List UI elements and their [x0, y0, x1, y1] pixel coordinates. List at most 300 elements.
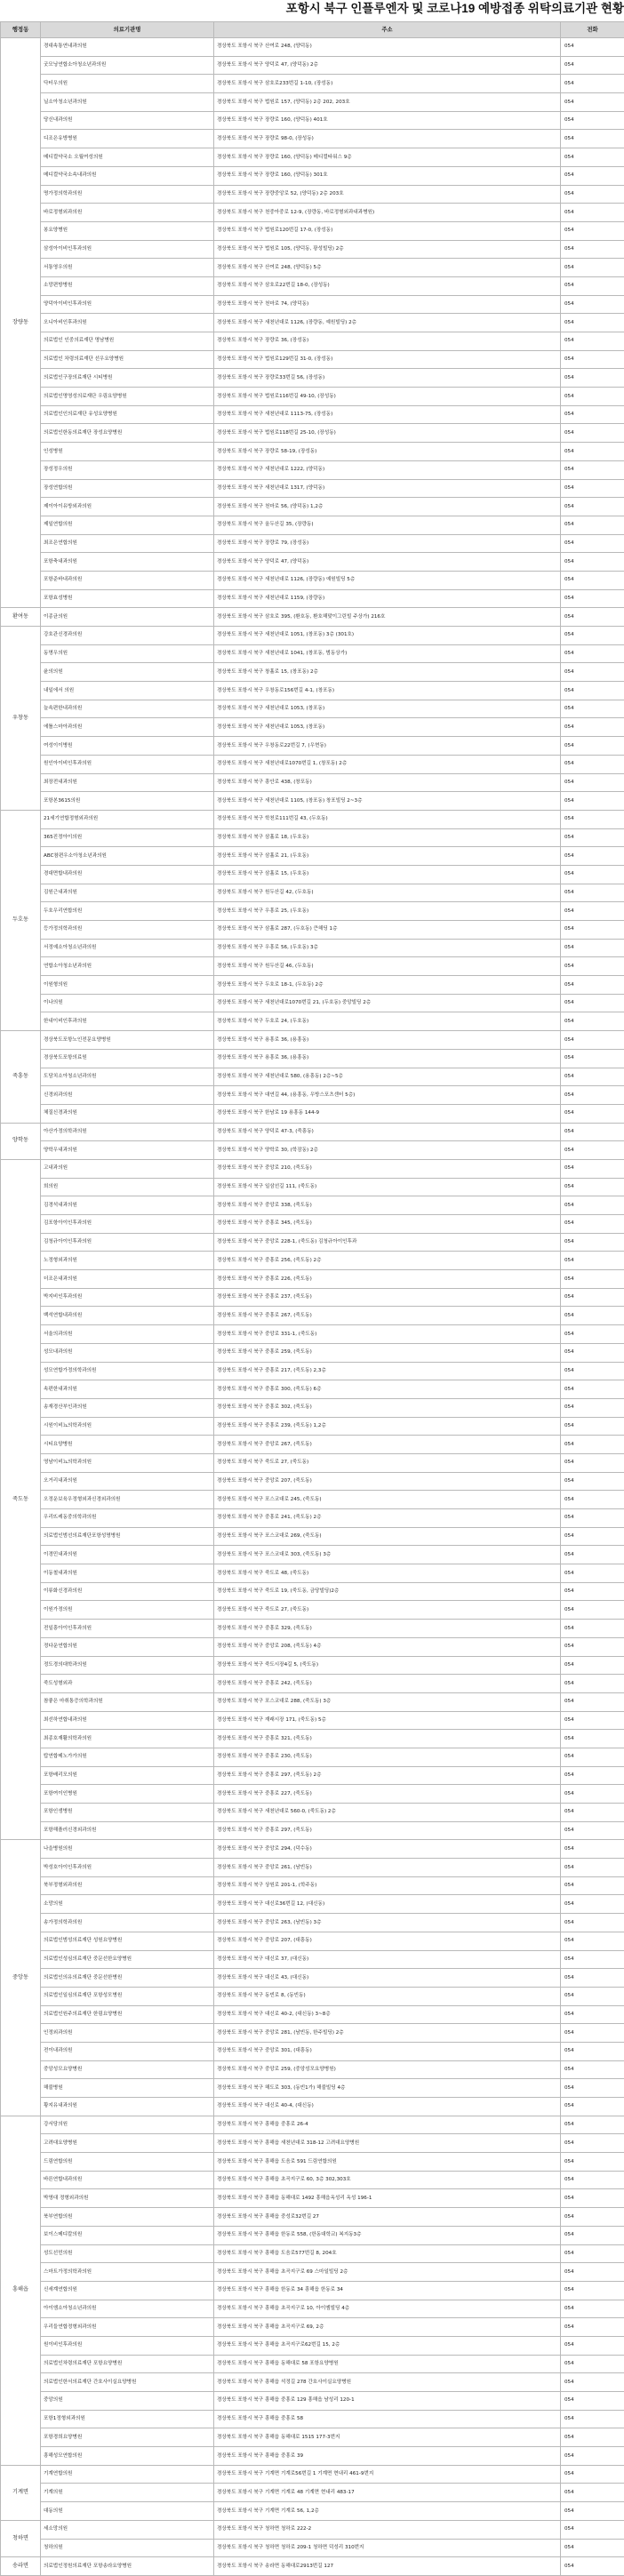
phone-cell: 054 [561, 608, 624, 627]
table-row [1, 663, 624, 682]
table-row [1, 2484, 624, 2502]
address-cell: 경상북도 포항시 북구 흥해읍 초곡지구로 10, 아이엠빌딩 4층 [214, 2300, 561, 2318]
table-row [1, 1141, 624, 1160]
address-cell: 경상북도 포항시 북구 포스코대로 269, (죽도동) [214, 1527, 561, 1546]
table-row [1, 1509, 624, 1528]
table-row [1, 1730, 624, 1748]
clinic-name-cell: 도담치소아청소년과의원 [41, 1068, 214, 1086]
clinic-name-cell: 속편한내과의원 [41, 1380, 214, 1399]
address-cell: 경상북도 포항시 북구 대신로 40-2, (대신동) 3~8층 [214, 2005, 561, 2024]
address-cell: 경상북도 포항시 북구 삼흘로 18, (두호동) [214, 828, 561, 847]
phone-cell: 054 [561, 240, 624, 259]
phone-cell: 054 [561, 2373, 624, 2392]
address-cell: 경상북도 포항시 북구 청하면 청하로 209-1 청하면 덕성리 310번지 [214, 2539, 561, 2557]
table-row [1, 2465, 624, 2484]
phone-cell: 054 [561, 388, 624, 406]
address-cell: 경상북도 포항시 북구 삼호로 395, (환호동, 환호해맞이그린빌 주상가) 216호 [214, 608, 561, 627]
phone-cell: 054 [561, 1215, 624, 1234]
table-row [1, 902, 624, 921]
phone-cell: 054 [561, 2226, 624, 2244]
table-row [1, 479, 624, 498]
clinic-name-cell: 경상북도포항노인전문요양병원 [41, 1031, 214, 1050]
address-cell: 경상북도 포항시 북구 송라면 동해대로2913번길 127 [214, 2557, 561, 2576]
address-cell: 경상북도 포항시 북구 새천년대로 1053, (창포동) [214, 700, 561, 718]
address-cell: 경상북도 포항시 북구 새천년대로 1051, (창포동) 3층 (301호) [214, 627, 561, 645]
address-cell: 경상북도 포항시 북구 죽도로 27, (죽도동) [214, 1601, 561, 1620]
dong-cell: 죽흥동 [1, 1031, 41, 1123]
address-cell: 경상북도 포항시 북구 창흘로 15, (창포동) 2층 [214, 663, 561, 682]
phone-cell: 054 [561, 1876, 624, 1895]
address-cell: 경상북도 포항시 북구 대신로 40-4, (대신동) [214, 2098, 561, 2116]
address-cell: 경상북도 포항시 북구 기계면 기계로 48 기계면 현내리 483-17 [214, 2484, 561, 2502]
table-row [1, 2557, 624, 2576]
phone-cell: 054 [561, 1620, 624, 1638]
clinic-name-cell: 이류화신경과의원 [41, 1582, 214, 1601]
phone-cell: 054 [561, 2153, 624, 2172]
phone-cell: 054 [561, 1969, 624, 1988]
clinic-name-cell: 인정외과의원 [41, 2024, 214, 2043]
phone-cell: 054 [561, 1785, 624, 1804]
table-row [1, 994, 624, 1012]
dong-cell: 흥해읍 [1, 2116, 41, 2465]
address-cell: 경상북도 포항시 북구 중앙로 208, (죽도동) 4층 [214, 1637, 561, 1656]
clinic-name-cell: 우리들연합정형외과의원 [41, 2318, 214, 2337]
address-cell: 경상북도 포항시 북구 양덕로 47-3, (죽흥동) [214, 1123, 561, 1141]
table-row [1, 1932, 624, 1950]
clinic-name-cell: 신경외과의원 [41, 1086, 214, 1105]
table-row [1, 976, 624, 995]
address-cell: 경상북도 포항시 북구 중앙로 228-1, (죽도동) 김청규아이인후과 [214, 1233, 561, 1252]
table-row [1, 350, 624, 369]
phone-cell: 054 [561, 1104, 624, 1123]
phone-cell: 054 [561, 1491, 624, 1509]
address-cell: 경상북도 포항시 북구 흥해읍 한동로 34 흥해읍 한동로 34 [214, 2281, 561, 2300]
phone-cell: 054 [561, 828, 624, 847]
clinic-name-cell: 바른연합내과의원 [41, 2171, 214, 2189]
clinic-name-cell: 의료법인의유의료재단 중문선한병원 [41, 1969, 214, 1988]
clinic-name-cell: 포항해플러신경외과의원 [41, 1821, 214, 1840]
page-title: 포항시 북구 인플루엔자 및 코로나19 예방접종 위탁의료기관 현황 [0, 0, 624, 21]
phone-cell: 054 [561, 479, 624, 498]
phone-cell: 054 [561, 994, 624, 1012]
clinic-name-cell: 김경석내과의원 [41, 1196, 214, 1215]
phone-cell: 054 [561, 130, 624, 148]
table-row [1, 1068, 624, 1086]
address-cell: 경상북도 포항시 북구 흥해읍 도음로577번길 8, 204호 [214, 2244, 561, 2263]
clinic-name-cell: 경대면합내과의원 [41, 865, 214, 884]
address-cell: 경상북도 포항시 북구 대신로36번길 12, (대신동) [214, 1895, 561, 1914]
address-cell: 경상북도 포항시 북구 새천년대로 1105, (창포동) 창포빌딩 2~3층 [214, 792, 561, 811]
clinic-name-cell: 최종호재활의학과의원 [41, 1730, 214, 1748]
address-cell: 경상북도 포항시 북구 중흥로 267, (죽도동) [214, 1307, 561, 1325]
address-cell: 경상북도 포항시 북구 중흥로 217, (죽도동) 2,3층 [214, 1362, 561, 1380]
phone-cell: 054 [561, 1141, 624, 1160]
phone-cell: 054 [561, 332, 624, 351]
clinic-name-cell: 원이비인후과의원 [41, 2336, 214, 2355]
phone-cell: 054 [561, 1527, 624, 1546]
clinic-name-cell: 제이아이유방외과의원 [41, 498, 214, 516]
table-row [1, 1987, 624, 2005]
table-row [1, 755, 624, 773]
phone-cell: 054 [561, 1436, 624, 1454]
phone-cell: 054 [561, 295, 624, 314]
phone-cell: 054 [561, 2300, 624, 2318]
clinic-name-cell: 송가정의학과의원 [41, 1914, 214, 1932]
phone-cell: 054 [561, 1821, 624, 1840]
phone-cell: 054 [561, 939, 624, 957]
phone-cell: 054 [561, 2042, 624, 2060]
address-cell: 경상북도 포항시 북구 장량로 98-0, (장성동) [214, 130, 561, 148]
table-row [1, 1270, 624, 1289]
clinic-name-cell: 정다운연합의원 [41, 1637, 214, 1656]
address-cell: 경상북도 포항시 북구 장량로 160, (양덕동) 301호 [214, 166, 561, 185]
phone-cell: 054 [561, 976, 624, 995]
clinic-name-cell: 최장전내과의원 [41, 773, 214, 792]
clinic-name-cell: 의료법인일심의료재단 포항성모병원 [41, 1987, 214, 2005]
clinic-name-cell: 스마트가정의학과의원 [41, 2263, 214, 2282]
phone-cell: 054 [561, 589, 624, 608]
address-cell: 경상북도 포항시 북구 천중아중로 12-9, (장량동, 바로정형외과내과병원) [214, 204, 561, 222]
table-row [1, 259, 624, 277]
table-row [1, 2520, 624, 2539]
phone-cell: 054 [561, 2263, 624, 2282]
dong-cell: 청하면 [1, 2520, 41, 2556]
address-cell: 경상북도 포항시 북구 삼흘로 15, (두호동) [214, 865, 561, 884]
address-cell: 경상북도 포항시 북구 흥해읍 새천년대로 318-12 고려대요양병원 [214, 2134, 561, 2153]
clinic-name-cell: 전이내과의원 [41, 2042, 214, 2060]
clinic-name-cell: 경상북도포항의료원 [41, 1049, 214, 1068]
phone-cell: 054 [561, 2428, 624, 2447]
address-cell: 경상북도 포항시 북구 죽도로 48, (죽도동) [214, 1564, 561, 1583]
address-cell: 경상북도 포항시 북구 삼흘로 21, (두호동) [214, 847, 561, 866]
clinic-name-cell: 이경민내과의원 [41, 1546, 214, 1564]
address-cell: 경상북도 포항시 북구 일삼선길 111, (죽도동) [214, 1178, 561, 1196]
phone-cell: 054 [561, 259, 624, 277]
phone-cell: 054 [561, 1472, 624, 1491]
table-row [1, 1527, 624, 1546]
address-cell: 경상북도 포항시 북구 새천년대로1070번길 1, (창포동) 2층 [214, 755, 561, 773]
address-cell: 경상북도 포항시 북구 새천년대로 1159, (장량동) [214, 589, 561, 608]
table-row [1, 221, 624, 240]
clinic-name-cell: 서울의과의원 [41, 1325, 214, 1344]
address-cell: 경상북도 포항시 북구 용흥로 36, (용흥동) [214, 1049, 561, 1068]
clinic-name-cell: 더조은내과의원 [41, 1270, 214, 1289]
address-cell: 경상북도 포항시 북구 중흥로 230, (죽도동) [214, 1748, 561, 1766]
address-cell: 경상북도 포항시 북구 한남로 19 용흥동 144-9 [214, 1104, 561, 1123]
address-cell: 경상북도 포항시 북구 장량로 160, (양덕동) 메디컬타워스 9층 [214, 148, 561, 167]
address-cell: 경상북도 포항시 북구 중흥로 241, (죽도동) 2층 [214, 1509, 561, 1528]
clinic-name-cell: 백석연합내과의원 [41, 1307, 214, 1325]
table-row [1, 2410, 624, 2428]
phone-cell: 054 [561, 369, 624, 388]
phone-cell: 054 [561, 1398, 624, 1417]
clinic-name-cell: 체질신경과의원 [41, 1104, 214, 1123]
phone-cell: 054 [561, 2520, 624, 2539]
clinic-name-cell: 양덕아이비인후과의원 [41, 295, 214, 314]
clinic-name-cell: 박성호아이인후과의원 [41, 1859, 214, 1877]
table-row [1, 111, 624, 130]
table-row [1, 1123, 624, 1141]
clinic-name-cell: 영남이비뇨의학과의원 [41, 1453, 214, 1472]
phone-cell: 054 [561, 1656, 624, 1675]
phone-cell: 054 [561, 1343, 624, 1362]
clinic-name-cell: 닥터우의원 [41, 75, 214, 93]
table-row [1, 1159, 624, 1178]
clinic-name-cell: 의료법인인의료재단 유성요양병원 [41, 405, 214, 424]
address-cell: 경상북도 포항시 북구 양덕로 47, (양덕동) [214, 553, 561, 572]
table-row [1, 2024, 624, 2043]
address-cell: 경상북도 포항시 북구 흥안로 438, (창포동) [214, 773, 561, 792]
phone-cell: 054 [561, 1859, 624, 1877]
table-row [1, 2153, 624, 2172]
clinic-name-cell: 최선하연합내과의원 [41, 1711, 214, 1730]
phone-cell: 054 [561, 773, 624, 792]
table-row [1, 1656, 624, 1675]
table-row [1, 957, 624, 976]
phone-cell: 054 [561, 2171, 624, 2189]
clinic-name-cell: 의료법인성심의료재단 중문선한요양병원 [41, 1950, 214, 1969]
table-row [1, 921, 624, 940]
clinic-name-cell: 우리뜨레동중의학과의원 [41, 1509, 214, 1528]
address-cell: 경상북도 포항시 북구 새천년대로1070번길 21, (두호동) 중앙빌딩 2층 [214, 994, 561, 1012]
table-row [1, 1178, 624, 1196]
address-cell: 경상북도 포항시 북구 천마로 56, (양덕동) 1,2층 [214, 498, 561, 516]
table-row [1, 2263, 624, 2282]
address-cell: 경상북도 포항시 북구 중흥로 239, (죽도동) 1,2층 [214, 1417, 561, 1436]
phone-cell: 054 [561, 314, 624, 332]
address-cell: 경상북도 포항시 북구 흥해읍 중흥로 39 [214, 2447, 561, 2466]
phone-cell: 054 [561, 1730, 624, 1748]
clinic-name-cell: 의료법인한동의료재단 장성요양병원 [41, 424, 214, 443]
address-cell: 경상북도 포항시 북구 삼호로233번길 1-10, (장성동) [214, 75, 561, 93]
table-row [1, 332, 624, 351]
address-cell: 경상북도 포항시 북구 중앙로 210, (죽도동) [214, 1159, 561, 1178]
address-cell: 경상북도 포항시 북구 재래시장 171, (죽도동) 5층 [214, 1711, 561, 1730]
table-row [1, 608, 624, 627]
phone-cell: 054 [561, 534, 624, 553]
phone-cell: 054 [561, 276, 624, 295]
table-row [1, 1288, 624, 1307]
clinic-name-cell: 아이엠소아청소년과의원 [41, 2300, 214, 2318]
phone-cell: 054 [561, 1987, 624, 2005]
phone-cell: 054 [561, 627, 624, 645]
address-cell: 경상북도 포항시 북구 장량중앙로 52, (양덕동) 2층 203호 [214, 185, 561, 204]
phone-cell: 054 [561, 755, 624, 773]
phone-cell: 054 [561, 2079, 624, 2098]
address-cell: 경상북도 포항시 북구 새천년대로 1126, (장량동, 예원빌딩) 2층 [214, 314, 561, 332]
phone-cell: 054 [561, 1233, 624, 1252]
phone-cell: 054 [561, 498, 624, 516]
table-row [1, 1748, 624, 1766]
table-row [1, 1675, 624, 1693]
clinic-name-cell: 두호우리연합의원 [41, 902, 214, 921]
address-cell: 경상북도 포항시 북구 두호로 18-1, (두호동) 2층 [214, 976, 561, 995]
clinic-name-cell: 에톨스마아과의원 [41, 718, 214, 737]
address-cell: 경상북도 포항시 북구 우흥로 56, (두호동) 3층 [214, 939, 561, 957]
address-cell: 경상북도 포항시 북구 장량로 58-19, (장성동) [214, 443, 561, 461]
address-cell: 경상북도 포항시 북구 중앙로 207, (대흥동) [214, 1932, 561, 1950]
clinic-name-cell: 굿모닝연합소아청소년과의원 [41, 56, 214, 75]
dong-cell: 장량동 [1, 38, 41, 608]
phone-cell: 054 [561, 1932, 624, 1950]
phone-cell: 054 [561, 460, 624, 479]
table-row [1, 1969, 624, 1988]
table-row [1, 93, 624, 112]
table-row [1, 589, 624, 608]
clinic-name-cell: 동명우의원 [41, 644, 214, 663]
address-cell: 경상북도 포항시 북구 죽도로 19, (죽도동, 금당빌딩)2층 [214, 1582, 561, 1601]
address-cell: 경상북도 포항시 북구 중흥로 321, (죽도동) [214, 1730, 561, 1748]
address-cell: 경상북도 포항시 북구 중흥로 227, (죽도동) [214, 1785, 561, 1804]
table-row [1, 1491, 624, 1509]
table-row [1, 1914, 624, 1932]
phone-cell: 054 [561, 56, 624, 75]
table-row [1, 1233, 624, 1252]
clinic-name-cell: 아산가정의학과의원 [41, 1123, 214, 1141]
phone-cell: 054 [561, 1270, 624, 1289]
clinic-name-cell: 포항여이인병원 [41, 1785, 214, 1804]
phone-cell: 054 [561, 1711, 624, 1730]
clinic-name-cell: 전일흥아이인후과의원 [41, 1620, 214, 1638]
phone-cell: 054 [561, 2134, 624, 2153]
phone-cell: 054 [561, 921, 624, 940]
clinic-name-cell: 제일연합의원 [41, 516, 214, 534]
address-cell: 경상북도 포항시 북구 흥해읍 동해대로 1492 흥해읍옥성리 옥성 196-1 [214, 2189, 561, 2208]
table-row [1, 773, 624, 792]
phone-cell: 054 [561, 1914, 624, 1932]
phone-cell: 054 [561, 1325, 624, 1344]
phone-cell: 054 [561, 1564, 624, 1583]
phone-cell: 054 [561, 443, 624, 461]
clinic-name-cell: 중앙의원 [41, 2392, 214, 2411]
table-row [1, 884, 624, 902]
clinic-name-cell: 의료법인원주의료재단 한림요양병원 [41, 2005, 214, 2024]
phone-cell: 054 [561, 2557, 624, 2576]
table-row [1, 424, 624, 443]
table-row [1, 682, 624, 700]
table-row [1, 1012, 624, 1031]
phone-cell: 054 [561, 1895, 624, 1914]
table-row [1, 2116, 624, 2134]
phone-cell: 054 [561, 1692, 624, 1711]
clinic-name-cell: 의료법인명영성의료재단 우림요양병원 [41, 388, 214, 406]
clinic-name-cell: 365진정아이의원 [41, 828, 214, 847]
clinic-name-cell: 세소망의원 [41, 2520, 214, 2539]
phone-cell: 054 [561, 2005, 624, 2024]
clinic-name-cell: 포항배리모의원 [41, 1766, 214, 1785]
phone-cell: 054 [561, 847, 624, 866]
address-cell: 경상북도 포항시 북구 학천로111번길 43, (두호동) [214, 810, 561, 828]
table-row [1, 2079, 624, 2098]
address-cell: 경상북도 포항시 북구 장량로33번길 56, (장성동) [214, 369, 561, 388]
address-cell: 경상북도 포항시 북구 새천년대로 1222, (양덕동) [214, 460, 561, 479]
phone-cell: 054 [561, 111, 624, 130]
phone-cell: 054 [561, 1196, 624, 1215]
address-cell: 경상북도 포항시 북구 흥해읍 초곡지구로 69 스마일빌딩 2층 [214, 2263, 561, 2282]
address-cell: 경상북도 포항시 북구 두호로 24, (두호동) [214, 1012, 561, 1031]
address-cell: 경상북도 포항시 북구 포스코대로 288, (죽도동) 3층 [214, 1692, 561, 1711]
phone-cell: 054 [561, 663, 624, 682]
phone-cell: 054 [561, 1601, 624, 1620]
clinic-name-cell: 장성정우의원 [41, 460, 214, 479]
clinic-name-cell: 봉요양병원 [41, 221, 214, 240]
address-cell: 경상북도 포항시 북구 원두산길 46, (두호동) [214, 957, 561, 976]
dong-cell: 우창동 [1, 627, 41, 811]
address-cell: 경상북도 포항시 북구 흥해읍 한동로 558, (한동대학교) 복지동3층 [214, 2226, 561, 2244]
phone-cell: 054 [561, 644, 624, 663]
table-row [1, 2300, 624, 2318]
table-row [1, 2392, 624, 2411]
address-cell: 경상북도 포항시 북구 법원로116번길 49-10, (장성동) [214, 388, 561, 406]
phone-cell: 054 [561, 884, 624, 902]
clinic-name-cell: 내일에서 의원 [41, 682, 214, 700]
clinic-name-cell: ABC참편우소아청소년과의원 [41, 847, 214, 866]
clinic-name-cell: 연합소아청소년과의원 [41, 957, 214, 976]
clinic-name-cell: 의료법인범선의료재단포항성명병원 [41, 1527, 214, 1546]
address-cell: 경상북도 포항시 북구 새천년대로 1317, (양덕동) [214, 479, 561, 498]
clinic-name-cell: 포항경희요양병원 [41, 2428, 214, 2447]
clinic-name-cell: 성도선민의원 [41, 2244, 214, 2263]
phone-cell: 054 [561, 865, 624, 884]
address-cell: 경상북도 포항시 북구 중흥로 297, (죽도동) [214, 1821, 561, 1840]
table-row [1, 1380, 624, 1399]
phone-cell: 054 [561, 1509, 624, 1528]
address-cell: 경상북도 포항시 북구 장량로 79, (장성동) [214, 534, 561, 553]
clinic-name-cell: 등가정의학과의원 [41, 921, 214, 940]
address-cell: 경상북도 포항시 북구 새천년대로 1041, (창포동, 범동상가) [214, 644, 561, 663]
phone-cell: 054 [561, 204, 624, 222]
table-row [1, 737, 624, 756]
phone-cell: 054 [561, 2484, 624, 2502]
phone-cell: 054 [561, 2392, 624, 2411]
phone-cell: 054 [561, 2539, 624, 2557]
table-row [1, 1601, 624, 1620]
header-dong: 행정동 [1, 22, 41, 38]
table-row [1, 2428, 624, 2447]
address-cell: 경상북도 포항시 북구 흥해읍 초곡지구로62번길 15, 2층 [214, 2336, 561, 2355]
table-row [1, 1620, 624, 1638]
phone-cell: 054 [561, 2336, 624, 2355]
table-row [1, 443, 624, 461]
table-row [1, 1049, 624, 1068]
address-cell: 경상북도 포항시 북구 해도로 303, (동빈1가) 해불빌딩 4층 [214, 2079, 561, 2098]
table-row [1, 2226, 624, 2244]
table-row [1, 1215, 624, 1234]
table-row [1, 75, 624, 93]
phone-cell: 054 [561, 1546, 624, 1564]
clinic-name-cell: 메디컬약국소속내과의원 [41, 166, 214, 185]
table-row [1, 1436, 624, 1454]
phone-cell: 054 [561, 902, 624, 921]
phone-cell: 054 [561, 1178, 624, 1196]
clinic-name-cell: 이원가정의원 [41, 1601, 214, 1620]
address-cell: 경상북도 포항시 북구 중앙로 301, (대흥동) [214, 2042, 561, 2060]
address-cell: 경상북도 포항시 북구 중흥로 256, (죽도동) 2층 [214, 1252, 561, 1270]
phone-cell: 054 [561, 2116, 624, 2134]
phone-cell: 054 [561, 1086, 624, 1105]
clinic-name-cell: 최조은연합의원 [41, 534, 214, 553]
clinic-name-cell: 흥해성모연합의원 [41, 2447, 214, 2466]
phone-cell: 054 [561, 2355, 624, 2373]
table-row [1, 240, 624, 259]
table-row [1, 1895, 624, 1914]
clinic-name-cell: 성모연합가정의학과의원 [41, 1362, 214, 1380]
clinic-name-cell: 이동철내과의원 [41, 1564, 214, 1583]
address-cell: 경상북도 포항시 북구 법원로 157, (양덕동) 2층 202, 203호 [214, 93, 561, 112]
table-row [1, 2281, 624, 2300]
phone-cell: 054 [561, 1049, 624, 1068]
table-row [1, 56, 624, 75]
